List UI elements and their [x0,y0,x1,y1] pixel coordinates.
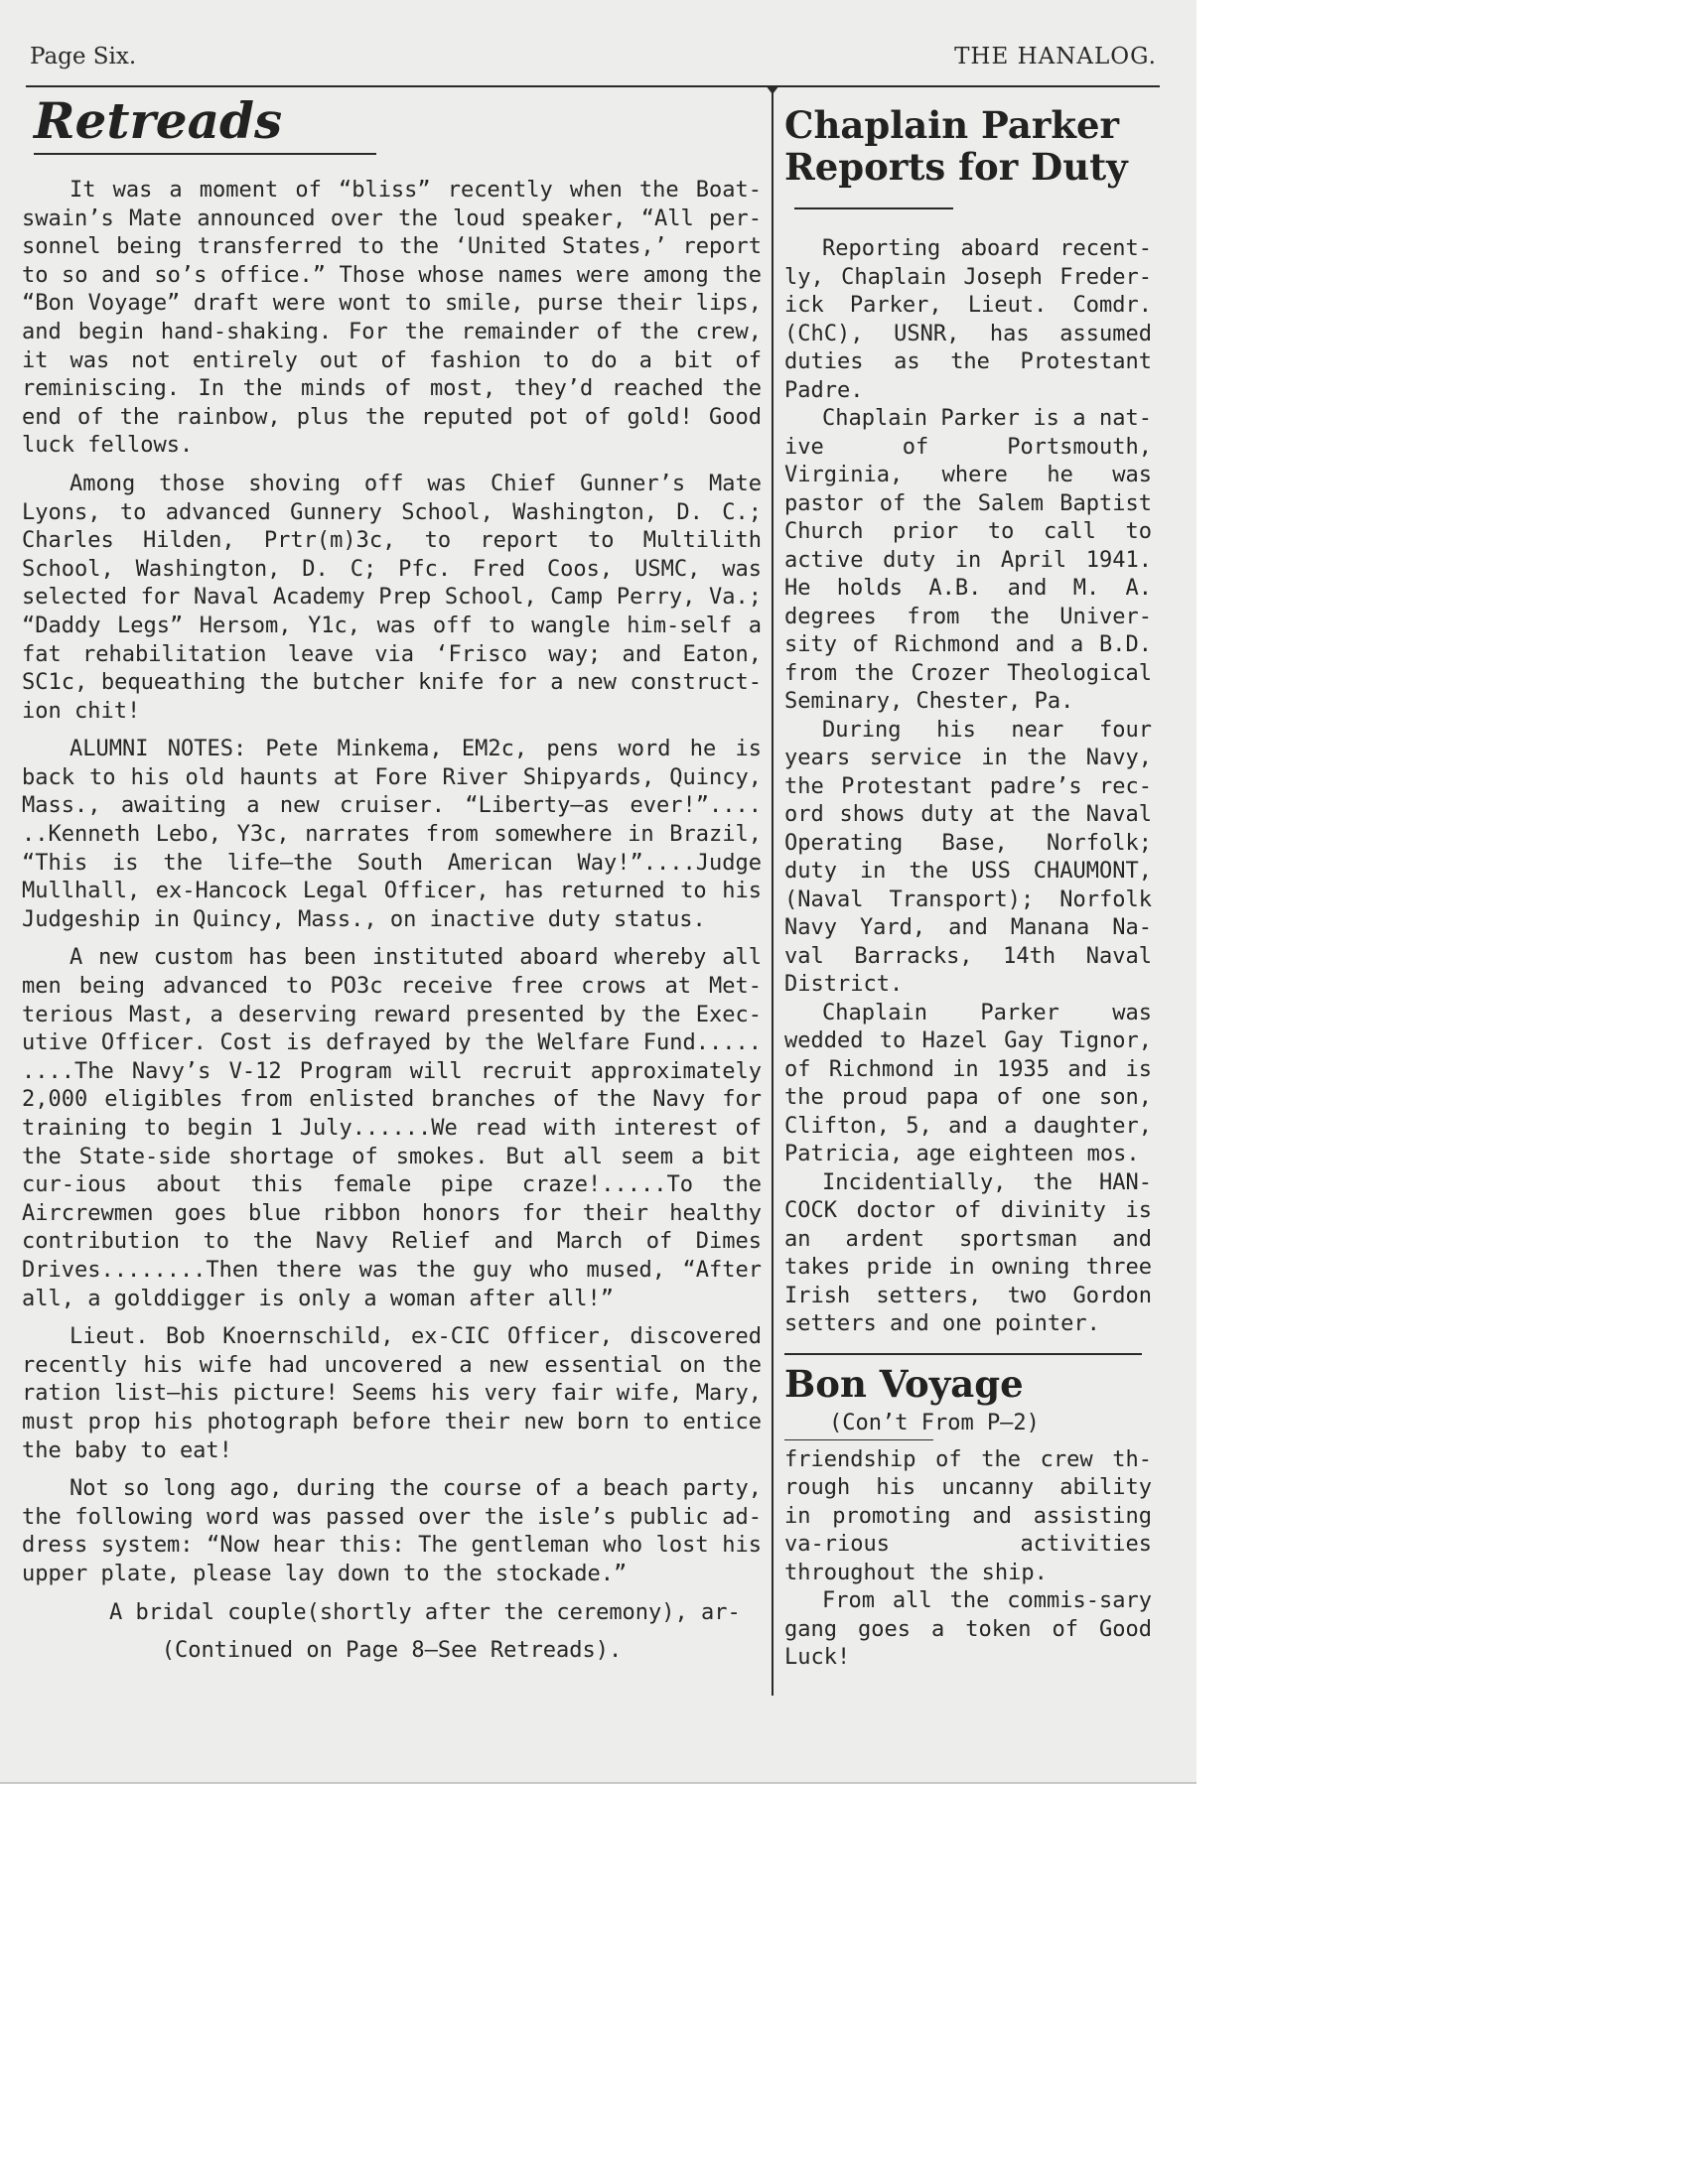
retreads-title-underline [34,153,376,155]
chaplain-paragraph: During his near four years service in the Navy, the Protestant padre’s rec-ord shows duty at the Naval Operating Base, Norfolk; duty in the USS CHAUMONT, (Naval Transport); Norfolk Navy Yard, and Manana Na-val Barracks, 14th Naval District. [784,717,1152,997]
chaplain-headline-underline [794,207,953,209]
retreads-paragraph: A bridal couple(shortly after the ceremony), ar- [109,1599,741,1625]
chaplain-paragraph: Incidentially, the HAN-COCK doctor of divinity is an ardent sportsman and takes pride in owning three Irish setters, two Gordon setters and one pointer. [784,1169,1152,1336]
column-divider-cap [766,85,779,94]
retreads-continued-note: (Continued on Page 8—See Retreads). [161,1638,623,1664]
bon-voyage-subline-rule [784,1439,933,1440]
bon-voyage-paragraph: From all the commis-sary gang goes a token of Good Luck! [784,1588,1152,1670]
masthead: THE HANALOG. [954,44,1157,69]
chaplain-paragraph: Chaplain Parker was wedded to Hazel Gay Tignor, of Richmond in 1935 and is the proud papa of one son, Clifton, 5, and a daughter, Patricia, age eighteen mos. [784,1000,1152,1166]
bon-voyage-paragraph: friendship of the crew th-rough his uncanny ability in promoting and assisting va-rious activities throughout the ship. [784,1446,1152,1585]
chaplain-column [784,104,1152,1673]
header-rule [26,85,1160,87]
retreads-paragraph: A new custom has been instituted aboard whereby all men being advanced to PO3c receive free crows at Met-terious Mast, a deserving reward presented by the Exec-utive Officer. Cost is defrayed by the Welfare Fund..... ....The Navy’s V-12 Program will recruit approximately 2,000 eligibles from enlisted branches of the Navy for training to begin 1 July......We read with interest of the State-side shortage of smokes. But all seem a bit cur-ious about this female pipe craze!.....To the Aircrewmen goes blue ribbon honors for their healthy contribution to the Navy Relief and March of Dimes Drives........Then there was the guy who mused, “After all, a golddigger is only a woman after all!” [22,945,762,1311]
retreads-paragraph: ALUMNI NOTES: Pete Minkema, EM2c, pens word he is back to his old haunts at Fore River Shipyards, Quincy, Mass., awaiting a new cruiser. “Liberty—as ever!”.... ..Kenneth Lebo, Y3c, narrates from somewhere in Brazil, “This is the life—the South American Way!”....Judge Mullhall, ex-Hancock Legal Officer, has returned to his Judgeship in Quincy, Mass., on inactive duty status. [22,737,762,932]
bon-voyage-headline: Bon Voyage [784,1361,1024,1406]
chaplain-headline [784,104,1152,188]
column-divider [772,87,774,1696]
chaplain-headline-line2: Reports for Duty [784,145,1128,189]
retreads-column [22,91,762,1676]
retreads-title: Retreads [34,91,283,150]
retreads-paragraph: Lieut. Bob Knoernschild, ex-CIC Officer, discovered recently his wife had uncovered a new essential on the ration list—his picture! Seems his very fair wife, Mary, must prop his photograph before their new born to entice the baby to eat! [22,1324,762,1463]
retreads-paragraph: Not so long ago, during the course of a beach party, the following word was passed over the isle’s public ad-dress system: “Now hear this: The gentleman who lost his upper plate, please lay down to the stockade.” [22,1476,762,1586]
retreads-paragraph: It was a moment of “bliss” recently when the Boat-swain’s Mate announced over the loud speaker, “All per-sonnel being transferred to the ‘United States,’ report to so and so’s office.” Those whose names were among the “Bon Voyage” draft were wont to smile, purse their lips, and begin hand-shaking. For the remainder of the crew, it was not entirely out of fashion to do a bit of reminiscing. In the minds of most, they’d reached the end of the rainbow, plus the reputed pot of gold! Good luck fellows. [22,178,762,459]
chaplain-headline-line1: Chaplain Parker [784,103,1120,147]
chaplain-paragraph: Chaplain Parker is a nat-ive of Portsmouth, Virginia, where he was pastor of the Salem Baptist Church prior to call to active duty in April 1941. He holds A.B. and M. A. degrees from the Univer-sity of Richmond and a B.D. from the Crozer Theological Seminary, Chester, Pa. [784,406,1152,714]
bon-voyage-rule [784,1353,1142,1355]
chaplain-paragraph: Reporting aboard recent-ly, Chaplain Joseph Freder-ick Parker, Lieut. Comdr. (ChC), USNR, has assumed duties as the Protestant Padre. [784,236,1152,403]
bon-voyage-continued-from: (Con’t From P—2) [829,1410,1040,1435]
page-number: Page Six. [30,44,137,69]
retreads-paragraph: Among those shoving off was Chief Gunner’s Mate Lyons, to advanced Gunnery School, Washington, D. C.; Charles Hilden, Prtr(m)3c, to report to Multilith School, Washington, D. C; Pfc. Fred Coos, USMC, was selected for Naval Academy Prep School, Camp Perry, Va.; “Daddy Legs” Hersom, Y1c, was off to wangle him-self a fat rehabilitation leave via ‘Frisco way; and Eaton, SC1c, bequeathing the butcher knife for a new construct-ion chit! [22,471,762,724]
